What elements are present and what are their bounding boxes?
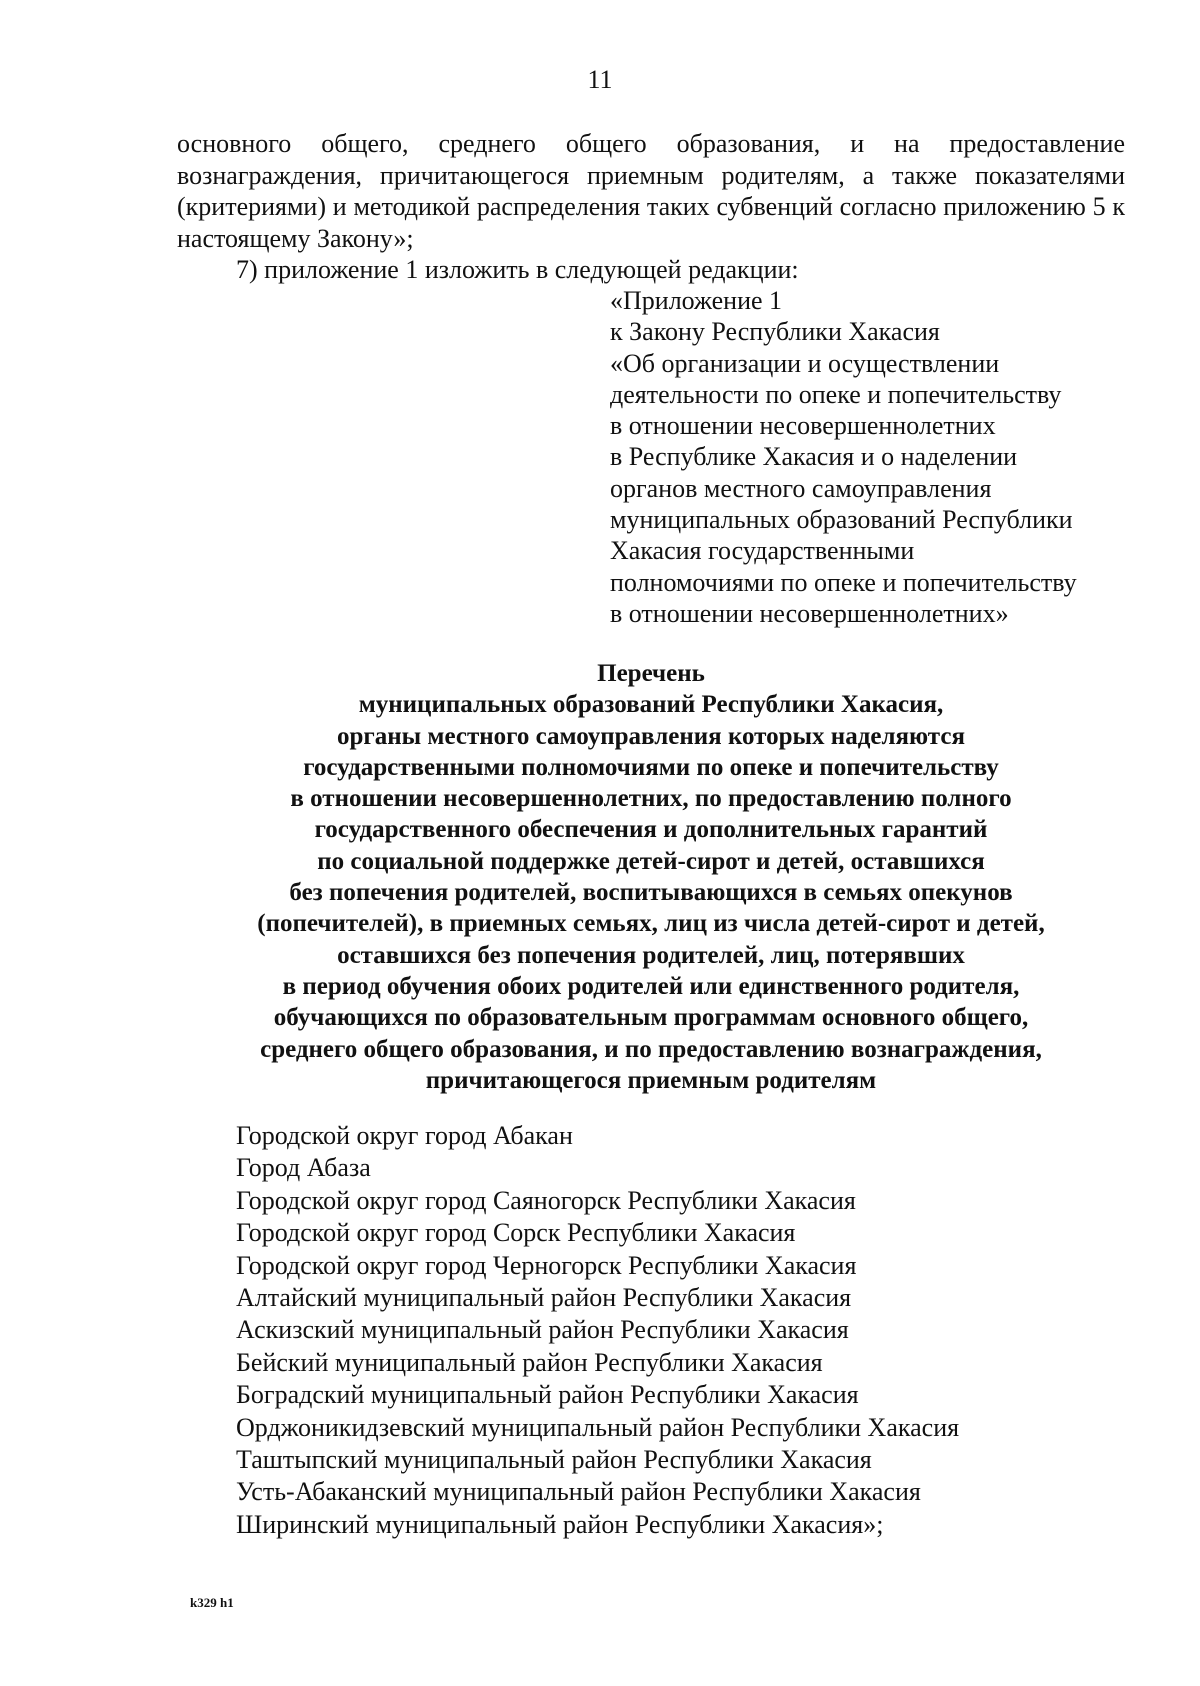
list-heading-line: в период обучения обоих родителей или единственного родителя, xyxy=(282,972,1020,1000)
municipality-item: Орджоникидзевский муниципальный район Республики Хакасия xyxy=(236,1412,960,1442)
intro-paragraph: основного общего, среднего общего образования, и на предоставление вознаграждения, причитающегося приемным родителям, а также показателями (критериями) и методикой распределения таких субвенций согласно приложению 5 к настоящему Закону»; xyxy=(177,129,1125,253)
municipality-item: Город Абаза xyxy=(236,1153,371,1183)
list-heading-line: органы местного самоуправления которых наделяются xyxy=(336,722,965,750)
municipality-item: Бейский муниципальный район Республики Хакасия xyxy=(236,1347,823,1377)
municipality-item: Аскизский муниципальный район Республики Хакасия xyxy=(236,1315,849,1345)
annex-header-line: деятельности по опеке и попечительству xyxy=(610,379,1062,409)
list-heading-line: оставшихся без попечения родителей, лиц, потерявших xyxy=(337,941,965,969)
annex-header-line: органов местного самоуправления xyxy=(610,473,992,503)
list-heading-line: обучающихся по образовательным программам основного общего, xyxy=(273,1004,1029,1032)
annex-header-line: в отношении несовершеннолетних» xyxy=(610,598,1009,628)
document-code: k329 h1 xyxy=(190,1595,234,1610)
municipality-item: Таштыпский муниципальный район Республики Хакасия xyxy=(236,1445,872,1475)
list-heading-line: среднего общего образования, и по предоставлению вознаграждения, xyxy=(260,1035,1042,1063)
annex-header-line: к Закону Республики Хакасия xyxy=(610,317,940,347)
municipality-item: Боградский муниципальный район Республики Хакасия xyxy=(236,1380,859,1410)
municipality-item: Алтайский муниципальный район Республики Хакасия xyxy=(236,1283,852,1313)
municipality-item: Городской округ город Сорск Республики Хакасия xyxy=(236,1218,796,1248)
annex-header-line: в Республике Хакасия и о наделении xyxy=(610,442,1018,472)
annex-header-line: «Приложение 1 xyxy=(610,286,783,315)
intro-paragraph-block xyxy=(177,128,1125,254)
municipality-list xyxy=(236,1120,1136,1541)
municipality-item: Городской округ город Черногорск Республики Хакасия xyxy=(236,1250,857,1280)
list-heading-line: государственными полномочиями по опеке и попечительству xyxy=(303,753,999,781)
municipality-item: Городской округ город Саяногорск Республики Хакасия xyxy=(236,1185,856,1215)
page-number: 11 xyxy=(587,65,613,94)
list-heading-title: Перечень xyxy=(597,660,705,687)
annex-header-line: «Об организации и осуществлении xyxy=(610,348,1000,378)
annex-header-line: в отношении несовершеннолетних xyxy=(610,411,996,441)
list-heading-line: в отношении несовершеннолетних, по предоставлению полного xyxy=(290,785,1012,813)
annex-header-line: муниципальных образований Республики xyxy=(610,505,1073,535)
list-heading-line: причитающегося приемным родителям xyxy=(425,1066,877,1094)
list-heading-line: (попечителей), в приемных семьях, лиц из числа детей-сирот и детей, xyxy=(257,910,1045,938)
amendment-item-7: 7) приложение 1 изложить в следующей редакции: xyxy=(236,255,799,284)
list-heading-line: по социальной поддержке детей-сирот и детей, оставшихся xyxy=(317,847,985,875)
municipality-item: Городской округ город Абакан xyxy=(236,1121,573,1150)
municipality-item: Ширинский муниципальный район Республики Хакасия»; xyxy=(236,1509,884,1539)
annex-header-line: полномочиями по опеке и попечительству xyxy=(610,567,1077,597)
annex-header-line: Хакасия государственными xyxy=(610,536,915,566)
list-heading xyxy=(177,658,1125,1096)
municipality-item: Усть-Абаканский муниципальный район Республики Хакасия xyxy=(236,1477,921,1507)
list-heading-line: государственного обеспечения и дополнительных гарантий xyxy=(314,816,988,844)
list-heading-line: без попечения родителей, воспитывающихся в семьях опекунов xyxy=(289,879,1013,907)
annex-header xyxy=(610,285,1130,629)
list-heading-line: муниципальных образований Республики Хакасия, xyxy=(358,691,944,719)
